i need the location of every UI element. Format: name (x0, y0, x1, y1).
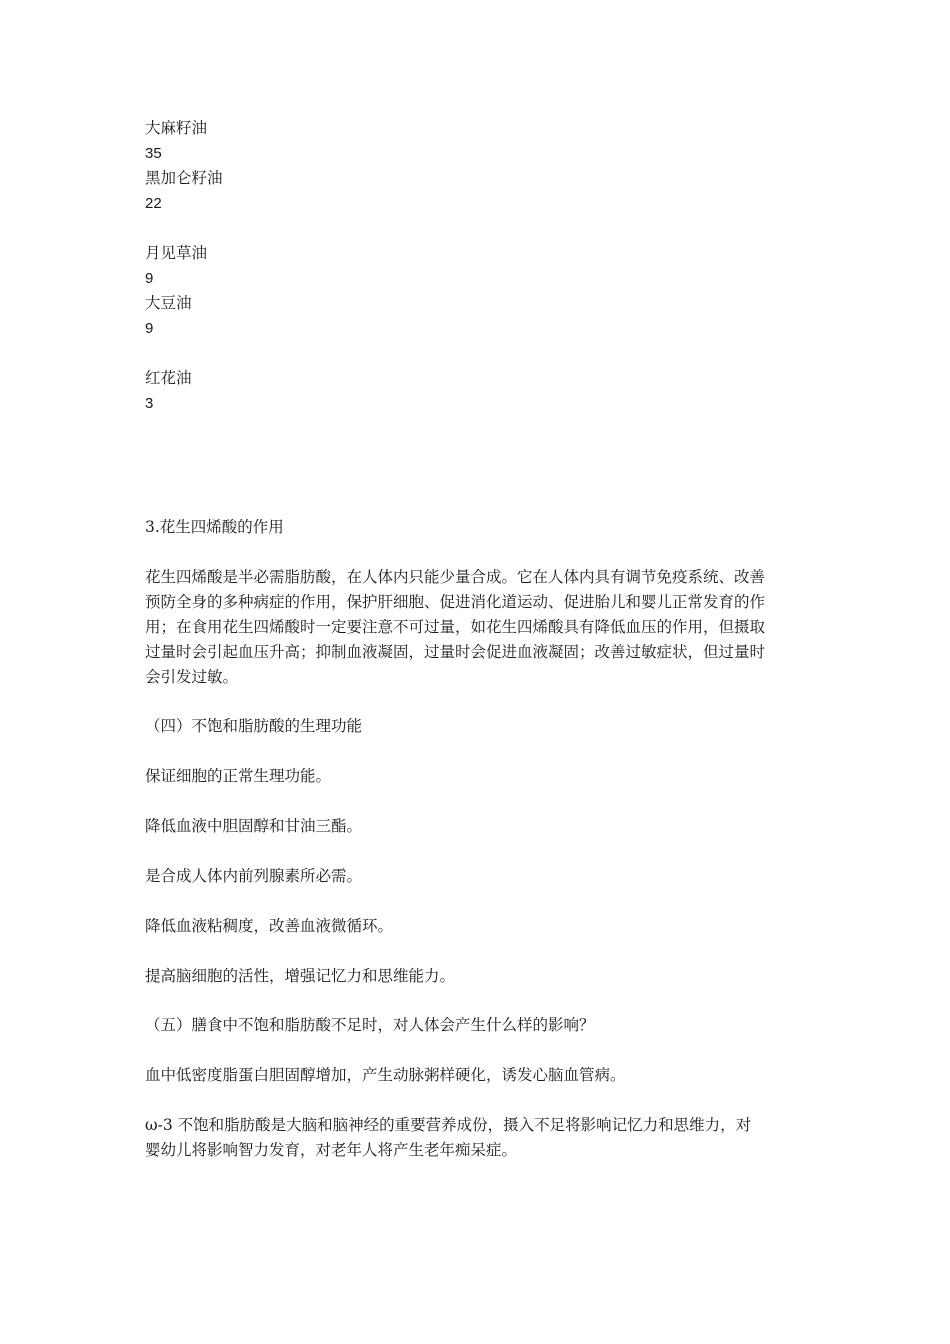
oil-name: 红花油 (145, 369, 192, 387)
paragraph-line: ω-3 不饱和脂肪酸是大脑和脑神经的重要营养成份，摄入不足将影响记忆力和思维力，对 (145, 1116, 752, 1134)
paragraph-line: 预防全身的多种病症的作用，保护肝细胞、促进消化道运动、促进胎儿和婴儿正常发育的作 (145, 593, 766, 611)
paragraph-line: 过量时会引起血压升高；抑制血液凝固，过量时会促进血液凝固；改善过敏症状，但过量时 (145, 643, 766, 661)
paragraph-line: 婴幼儿将影响智力发育，对老年人将产生老年痴呆症。 (145, 1141, 518, 1159)
oil-value: 22 (145, 195, 162, 212)
section-heading: 3.花生四烯酸的作用 (145, 518, 284, 536)
paragraph-line: 用；在食用花生四烯酸时一定要注意不可过量，如花生四烯酸具有降低血压的作用，但摄取 (145, 618, 766, 636)
list-item: 是合成人体内前列腺素所必需。 (145, 867, 363, 885)
paragraph (145, 565, 810, 690)
list-item: 提高脑细胞的活性，增强记忆力和思维能力。 (145, 967, 456, 985)
section-heading: （五）膳食中不饱和脂肪酸不足时，对人体会产生什么样的影响？ (145, 1016, 595, 1034)
oil-name: 大麻籽油 (145, 119, 208, 137)
oil-value: 35 (145, 145, 162, 162)
paragraph (145, 1113, 810, 1163)
oil-value: 9 (145, 320, 154, 337)
section-heading: （四）不饱和脂肪酸的生理功能 (145, 717, 363, 735)
oil-value: 9 (145, 270, 154, 287)
oil-name: 黑加仑籽油 (145, 169, 223, 187)
list-item: 保证细胞的正常生理功能。 (145, 767, 332, 785)
oil-value: 3 (145, 395, 154, 412)
paragraph-line: 花生四烯酸是半必需脂肪酸，在人体内只能少量合成。它在人体内具有调节免疫系统、改善 (145, 568, 766, 586)
list-item: 血中低密度脂蛋白胆固醇增加，产生动脉粥样硬化，诱发心脑血管病。 (145, 1066, 626, 1084)
paragraph-line: 会引发过敏。 (145, 668, 239, 686)
list-item: 降低血液粘稠度，改善血液微循环。 (145, 917, 394, 935)
oil-name: 大豆油 (145, 294, 192, 312)
list-item: 降低血液中胆固醇和甘油三酯。 (145, 817, 363, 835)
oil-name: 月见草油 (145, 244, 208, 262)
